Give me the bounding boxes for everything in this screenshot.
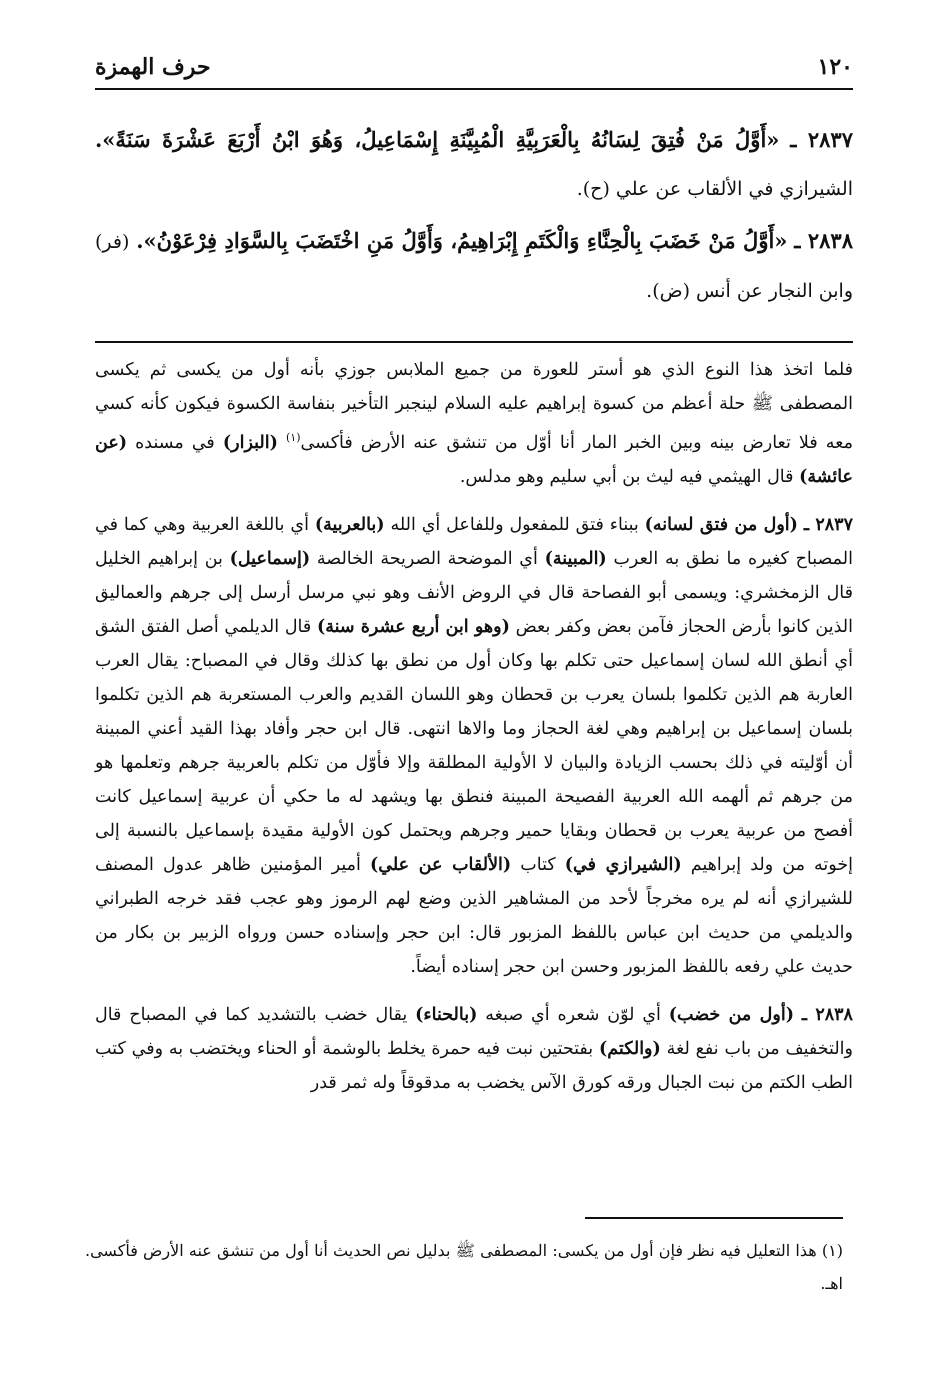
- commentary-text: أي باللغة العربية وهي كما في المصباح كغيره ما نطق به العرب: [95, 514, 853, 569]
- commentary: [95, 353, 853, 1100]
- commentary-text: قال الديلمي أصل الفتق الشق أي أنطق الله لسان إسماعيل حتى تكلم بها وكان أول من نطق بها كذلك وقال في المصباح: يقال العرب العاربة هم الذين تكلموا بلسان يعرب بن قحطان وهو اللسان القديم والعرب المستعربة هم الذين تكلموا بلسان إسماعيل بن إبراهيم وهي لغة الحجاز وما والاها انتهى. قال ابن حجر وأفاد بهذا القيد أعني المبينة أن أوّليته في ذلك بحسب الزيادة والبيان لا الأولية المطلقة وإلا فأوّل من تكلم بالعربية جرهم وتعلمها هو من جرهم ثم ألهمه الله العربية الفصيحة المبينة فنطق بها ويشهد له ما حكي أن عربية إسماعيل كانت أفصح من عربية يعرب بن قحطان وبقايا حمير وجرهم ويحتمل كون الأولية مقيدة بإسماعيل بالنسبة إلى إخوته من ولد إبراهيم: [95, 616, 854, 875]
- keyword: (بالعربية): [314, 514, 385, 535]
- running-title: حرف الهمزة: [95, 54, 211, 80]
- keyword: (البزار): [222, 432, 278, 453]
- hadith-number: ٢٨٣٧ ـ: [790, 127, 853, 152]
- hadith-2837: [95, 116, 853, 213]
- page-number: ١٢٠: [817, 54, 853, 80]
- commentary-text: بن إبراهيم الخليل قال الزمخشري: ويسمى أبو الفصاحة قال في الروض الأنف وهو نبي مرسل أرسل إلى جرهم والعماليق الذين كانوا بأرض الحجاز فآمن بعض وكفر بعض: [95, 548, 853, 637]
- keyword: (أول من خضب): [668, 1004, 794, 1025]
- commentary-number: ٢٨٣٨ ـ: [801, 1004, 853, 1025]
- commentary-text: أي لوّن شعره أي صبغه: [477, 1004, 669, 1025]
- commentary-text: بفتحتين نبت فيه حمرة يخلط بالوشمة أو الحناء ويختضب به وفي كتب الطب الكتم من نبت الجبال ورقه كورق الآس يخضب به مدقوقاً وله ثمر قدر: [95, 1038, 853, 1093]
- hadith-text: «أَوَّلُ مَنْ فُتِقَ لِسَانُهُ بِالْعَرَبِيَّةِ الْمُبِيَّنَةِ إِسْمَاعِيلُ، وَهُوَ ابْنُ أَرْبَعَ عَشْرَةَ سَنَةً».: [95, 127, 780, 152]
- hadith-source: الشيرازي في الألقاب عن علي (ح).: [576, 178, 853, 200]
- keyword: (بالحناء): [415, 1004, 478, 1025]
- commentary-text: أمير المؤمنين ظاهر عدول المصنف للشيرازي أنه لم يره مخرجاً لأحد من المشاهير الذين وضع لهم الرموز وهو عجب فقد خرجه الطبراني والديلمي من حديث ابن عباس باللفظ المزبور قال: ابن حجر وإسناده حسن ورواه الزبير بن بكار من حديث علي رفعه باللفظ المزبور وحسن ابن حجر إسناده أيضاً.: [95, 854, 853, 977]
- footnotes: [85, 1234, 843, 1300]
- footnote-divider: [585, 1217, 843, 1219]
- keyword: (إسماعيل): [229, 548, 311, 569]
- hadith-block: [95, 116, 853, 315]
- keyword: (والكتم): [598, 1038, 661, 1059]
- commentary-text: ببناء فتق للمفعول وللفاعل أي الله: [384, 514, 645, 535]
- footnote: (١) هذا التعليل فيه نظر فإن أول من يكسى: المصطفى ﷺ بدليل نص الحديث أنا أول من تنشق عنه الأرض فأكسى. اهـ.: [85, 1241, 843, 1293]
- commentary-2837: [95, 508, 853, 984]
- commentary-text: كتاب: [511, 854, 565, 875]
- commentary-text: في مسنده: [127, 432, 223, 453]
- commentary-text: قال الهيثمي فيه ليث بن أبي سليم وهو مدلس.: [459, 466, 800, 487]
- keyword: (الشيرازي في): [564, 854, 682, 875]
- keyword: (الألقاب عن علي): [370, 854, 512, 875]
- hadith-2838: [95, 217, 853, 315]
- page-header: [95, 52, 853, 90]
- hadith-text: «أَوَّلُ مَنْ خَضَبَ بِالْحِنَّاءِ وَالْكَتَمِ إِبْرَاهِيمُ، وَأَوَّلُ مَنِ اخْتَضَبَ بِالسَّوَادِ فِرْعَوْنُ».: [136, 228, 788, 253]
- hadith-number: ٢٨٣٨ ـ: [794, 228, 853, 253]
- section-divider: [95, 341, 853, 343]
- commentary-text: فلما اتخذ هذا النوع الذي هو أستر للعورة من جميع الملابس جوزي بأنه أول من يكسى ثم يكسى المصطفى ﷺ حلة أعظم من كسوة إبراهيم عليه السلام لينجبر التأخير بنفاسة الكسوة فيكون كأنه كسي معه فلا تعارض بينه وبين الخبر المار أنا أوّل من تنشق عنه الأرض فأكسى: [95, 360, 854, 453]
- commentary-2838: [95, 998, 853, 1100]
- keyword: (المبينة): [544, 548, 607, 569]
- page: [95, 52, 853, 1114]
- commentary-intro: [95, 353, 853, 494]
- keyword: (وهو ابن أربع عشرة سنة): [316, 616, 510, 637]
- hadith-source: (فر) وابن النجار عن أنس (ض).: [95, 231, 853, 302]
- commentary-text: يقال خضب بالتشديد كما في المصباح قال والتخفيف من باب نفع لغة: [95, 1004, 853, 1059]
- commentary-text: أي الموضحة الصريحة الخالصة: [310, 548, 545, 569]
- footnote-ref: (١): [285, 431, 301, 444]
- keyword: (أول من فتق لسانه): [644, 514, 798, 535]
- commentary-number: ٢٨٣٧ ـ: [803, 514, 853, 535]
- keyword: (عن عائشة): [95, 432, 853, 487]
